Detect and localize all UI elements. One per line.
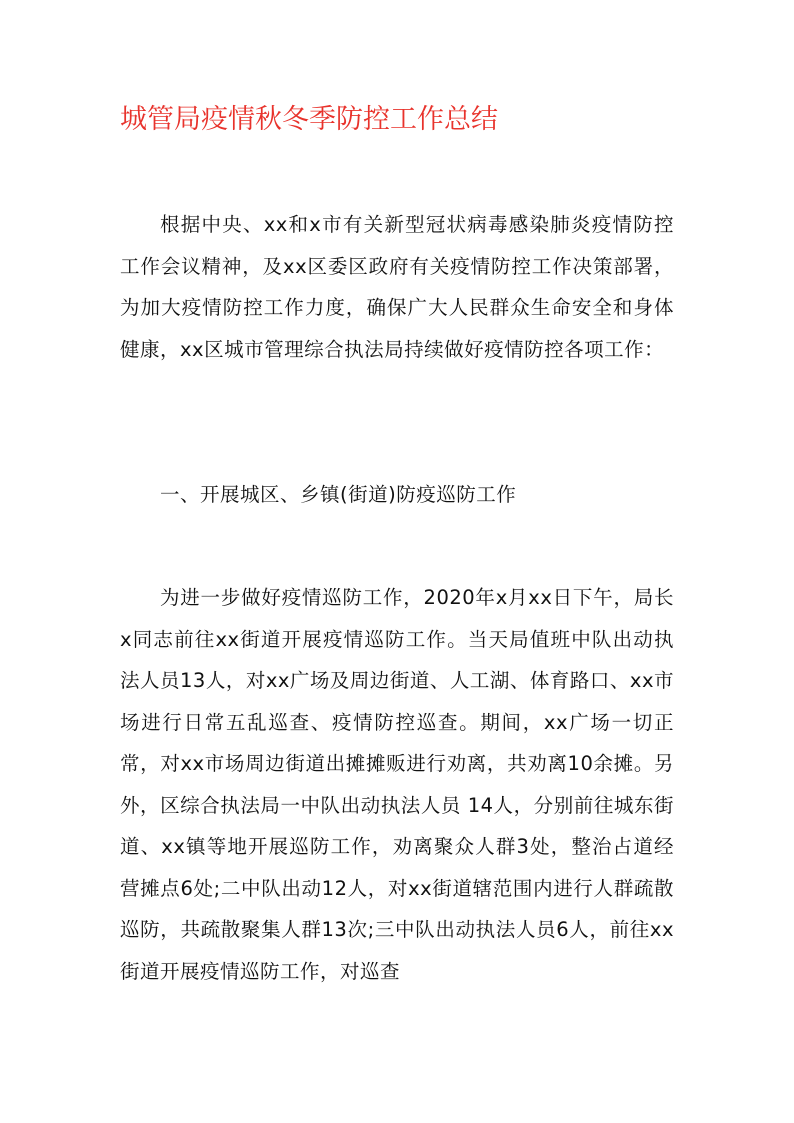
- document-title: 城管局疫情秋冬季防控工作总结: [120, 104, 498, 135]
- intro-paragraph: 根据中央、xx和x市有关新型冠状病毒感染肺炎疫情防控工作会议精神，及xx区委区政府有关疫情防控工作决策部署，为加大疫情防控工作力度，确保广大人民群众生命安全和身体健康，xx区城市管理综合执法局持续做好疫情防控各项工作：: [120, 213, 674, 361]
- section-body-paragraph: 为进一步做好疫情巡防工作，2020年x月xx日下午，局长x同志前往xx街道开展疫情巡防工作。当天局值班中队出动执法人员13人，对xx广场及周边街道、人工湖、体育路口、xx市场进行日常五乱巡查、疫情防控巡查。期间，xx广场一切正常，对xx市场周边街道出摊摊贩进行劝离，共劝离10余摊。另外，区综合执法局一中队出动执法人员 14人，分别前往城东街道、xx镇等地开展巡防工作，劝离聚众人群3处，整治占道经营摊点6处;二中队出动12人，对xx街道辖范围内进行人群疏散巡防，共疏散聚集人群13次;三中队出动执法人员6人，前往xx街道开展疫情巡防工作，对巡查: [120, 586, 674, 983]
- section-heading: 一、开展城区、乡镇(街道)防疫巡防工作: [160, 483, 517, 506]
